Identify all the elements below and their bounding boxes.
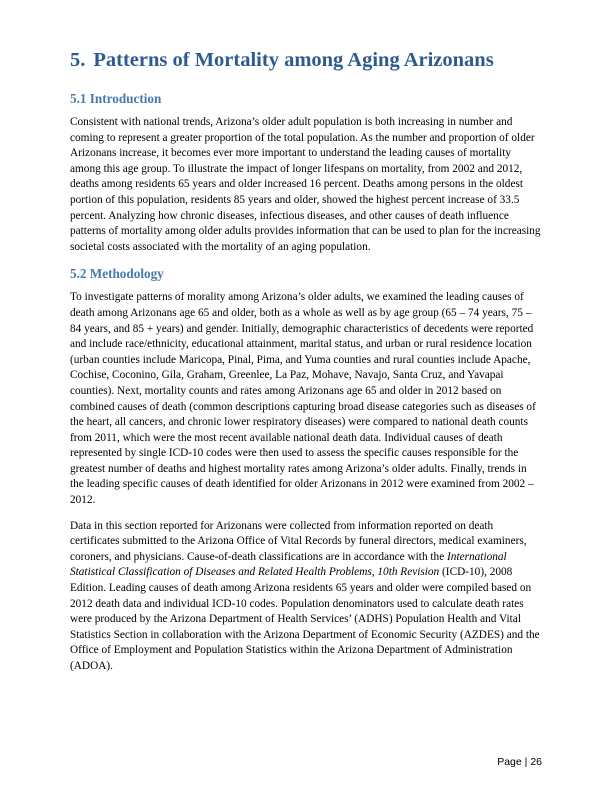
page-footer (497, 756, 542, 768)
chapter-title (70, 46, 542, 74)
methodology-paragraph-2-start: Data in this section reported for Arizonans were collected from information reported on death certificates submitted to the Arizona Office of Vital Records by funeral directors, medical examiners, coroners, and physicians. Cause-of-death classifications are in accordance with the (70, 519, 527, 563)
section-heading-introduction: 5.1 Introduction (70, 91, 162, 106)
page-separator: | (524, 756, 528, 768)
methodology-paragraph-2 (70, 519, 542, 675)
methodology-paragraph-2-end: (ICD-10), 2008 Edition. Leading causes of death among Arizona residents 65 years and older were compiled based on 2012 death data and individual ICD-10 codes. Population denominators used to calculate death rates were produced by the Arizona Department of Health Services’ (ADHS) Population Health and Vital Statistics Section in collaboration with the Arizona Department of Economic Security (AZDES) and the Office of Employment and Population Statistics within the Arizona Department of Administration (ADOA). (70, 566, 540, 672)
chapter-number: 5. (70, 49, 86, 71)
introduction-paragraph: Consistent with national trends, Arizona’s older adult population is both increasing in number and coming to represent a greater proportion of the total population. As the number and proportion of older Arizonans increase, it becomes ever more important to understand the leading causes of mortality among this age group. To illustrate the impact of longer lifespans on mortality, from 2002 and 2012, deaths among residents 65 years and older increased 16 percent. Deaths among persons in the oldest portion of this population, residents 85 years and older, showed the highest percent increase of 33.5 percent. Analyzing how chronic diseases, infectious diseases, and other causes of death influence patterns of mortality among older adults provides information that can be used to plan for the increasing societal costs associated with the mortality of an aging population. (70, 116, 541, 253)
chapter-title-text: Patterns of Mortality among Aging Arizonans (93, 49, 494, 71)
page-number: 26 (530, 756, 542, 768)
methodology-paragraph-1: To investigate patterns of morality among Arizona’s older adults, we examined the leading causes of death among Arizonans age 65 and older, both as a whole as well as by age group (65 – 74 years, 75 – 84 years, and 85 + years) and gender. Initially, demographic characteristics of decedents were reported and include race/ethnicity, educational attainment, marital status, and urban or rural residence location (urban counties include Maricopa, Pinal, Pima, and Yuma counties and rural counties include Apache, Cochise, Coconino, Gila, Graham, Greenlee, La Paz, Mohave, Navajo, Santa Cruz, and Yavapai counties). Next, mortality counts and rates among Arizonans age 65 and older in 2012 based on combined causes of death (common descriptions capturing broad disease categories such as diseases of the heart, all cancers, and chronic lower respiratory diseases) were compared to national death counts from 2011, which were the most recent available national death data. Individual causes of death represented by single ICD-10 codes were then used to assess the specific causes responsible for the greatest number of deaths and highest mortality rates among Arizona’s older adults. Finally, trends in the leading specific causes of death identified for older Arizonans in 2012 were examined from 2002 – 2012. (70, 291, 536, 507)
page-label: Page (497, 756, 522, 768)
section-heading-methodology: 5.2 Methodology (70, 266, 164, 282)
icd-10-publication-title: International Statistical Classification of Diseases and Related Health Problems, 10th Revision (70, 550, 507, 579)
